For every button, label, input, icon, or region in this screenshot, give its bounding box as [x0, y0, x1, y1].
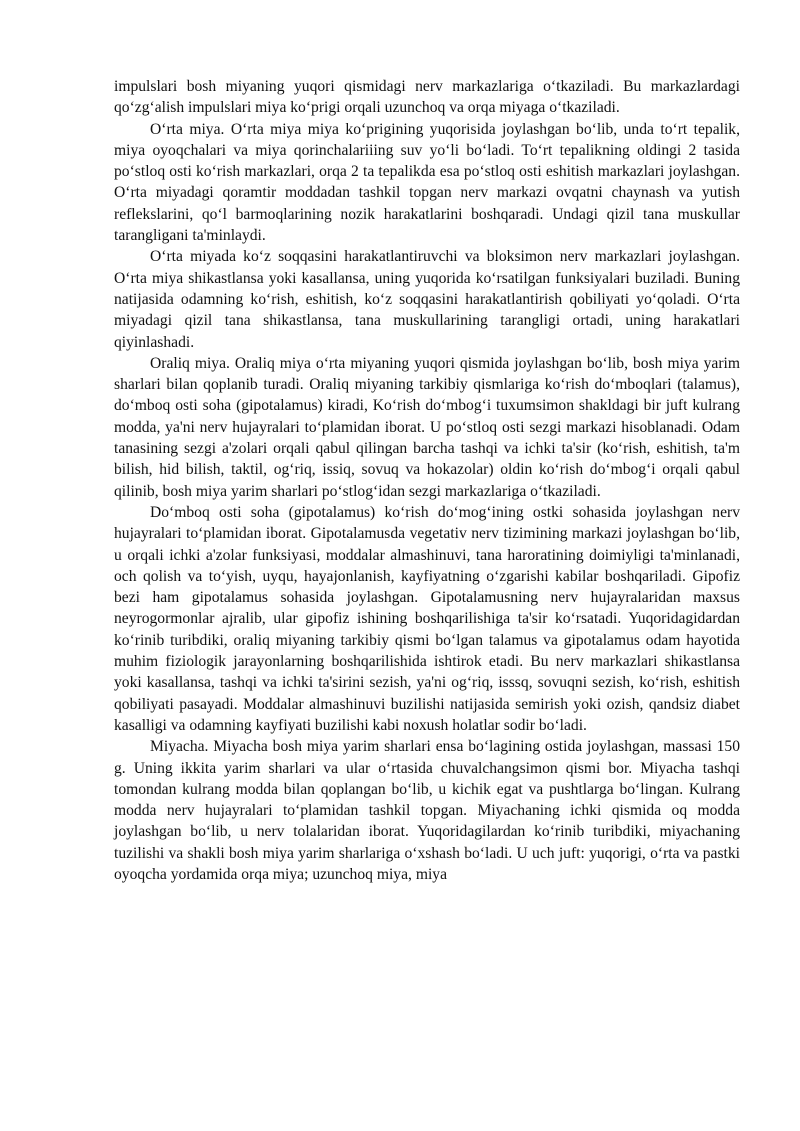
paragraph-oraliq-miya: Oraliq miya. Oraliq miya o‘rta miyaning yuqori qismida joylashgan bo‘lib, bosh miya yarim sharlari bilan qoplanib turadi. Oraliq miyaning tarkibiy qismlariga ko‘rish do‘mboqlari (talamus), do‘mboq osti soha (gipotalamus) kiradi, Ko‘rish do‘mbog‘i tuxumsimon shakldagi bir juft kulrang modda, ya'ni nerv hujayralari to‘plamidan iborat. U po‘stloq osti sezgi markazi hisoblanadi. Odam tanasining sezgi a'zolari orqali qabul qilingan barcha tashqi va ichki ta'sir (ko‘rish, eshitish, ta'm bilish, hid bilish, taktil, og‘riq, issiq, sovuq va hokazolar) oldin ko‘rish do‘mbog‘i orqali qabul qilinib, bosh miya yarim sharlari po‘stlog‘idan sezgi markazlariga o‘tkaziladi.: [114, 354, 740, 500]
document-page: [114, 76, 740, 885]
paragraph-orta-miya-nerves: O‘rta miyada ko‘z soqqasini harakatlantiruvchi va bloksimon nerv markazlari joylashgan. O‘rta miya shikastlansa yoki kasallansa, uning yuqorida ko‘rsatilgan funksiyalari buziladi. Buning natijasida odamning ko‘rish, eshitish, ko‘z soqqasini harakatlantirish qobiliyati yo‘qoladi. O‘rta miyadagi qizil tana shikastlansa, tana muskullarining tarangligi ortadi, uning harakatlari qiyinlashadi.: [114, 248, 740, 351]
paragraph-continuation: impulslari bosh miyaning yuqori qismidagi nerv markazlariga o‘tkaziladi. Bu markazlardagi qo‘zg‘alish impulslari miya ko‘prigi orqali uzunchoq va orqa miyaga o‘tkaziladi.: [114, 78, 740, 117]
paragraph-orta-miya: O‘rta miya. O‘rta miya miya ko‘prigining yuqorisida joylashgan bo‘lib, unda to‘rt tepalik, miya oyoqchalari va miya qorinchalariiing suv yo‘li bo‘ladi. To‘rt tepalikning oldingi 2 tasida po‘stloq osti ko‘rish markazlari, orqa 2 ta tepalikda esa po‘stloq osti eshitish markazlari joylashgan. O‘rta miyadagi qoramtir moddadan tashkil topgan nerv markazi ovqatni chaynash va yutish reflekslarini, qo‘l barmoqlarining nozik harakatlarini boshqaradi. Undagi qizil tana muskullar tarangligani ta'minlaydi.: [114, 120, 740, 245]
paragraph-miyacha: Miyacha. Miyacha bosh miya yarim sharlari ensa bo‘lagining ostida joylashgan, massasi 150 g. Uning ikkita yarim sharlari va ular o‘rtasida chuvalchangsimon qismi bor. Miyacha tashqi tomondan kulrang modda bilan qoplangan bo‘lib, u kichik egat va pushtlarga bo‘lingan. Kulrang modda nerv hujayralari to‘plamidan tashkil topgan. Miyachaning ichki qismida oq modda joylashgan bo‘lib, u nerv tolalaridan iborat. Yuqoridagilardan ko‘rinib turibdiki, miyachaning tuzilishi va shakli bosh miya yarim sharlariga o‘xshash bo‘ladi. U uch juft: yuqorigi, o‘rta va pastki oyoqcha yordamida orqa miya; uzunchoq miya, miya: [114, 738, 740, 883]
paragraph-gipotalamus: Do‘mboq osti soha (gipotalamus) ko‘rish do‘mog‘ining ostki sohasida joylashgan nerv hujayralari to‘plamidan iborat. Gipotalamusda vegetativ nerv tizimining markazi joylashgan bo‘lib, u orqali ichki a'zolar funksiyasi, moddalar almashinuvi, tana haroratining doimiyligi ta'minlanadi, och qolish va to‘yish, uyqu, hayajonlanish, kayfiyatning o‘zgarishi kabilar boshqariladi. Gipofiz bezi ham gipotalamus sohasida joylashgan. Gipotalamusning nerv hujayralaridan maxsus neyrogormonlar ajralib, ular gipofiz ishining boshqarilishiga ta'sir ko‘rsatadi. Yuqoridagidardan ko‘rinib turibdiki, oraliq miyaning tarkibiy qismi bo‘lgan talamus va gipotalamus odam hayotida muhim fiziologik jarayonlarning boshqarilishida ishtirok etadi. Bu nerv markazlari shikastlansa yoki kasallansa, tashqi va ichki ta'sirini sezish, ya'ni og‘riq, isssq, sovuqni sezish, ko‘rish, eshitish qobiliyati pasayadi. Moddalar almashinuvi buzilishi natijasida semirish yoki ozish, qandsiz diabet kasalligi va odamning kayfiyati buzilishi kabi noxush holatlar sodir bo‘ladi.: [114, 503, 740, 734]
